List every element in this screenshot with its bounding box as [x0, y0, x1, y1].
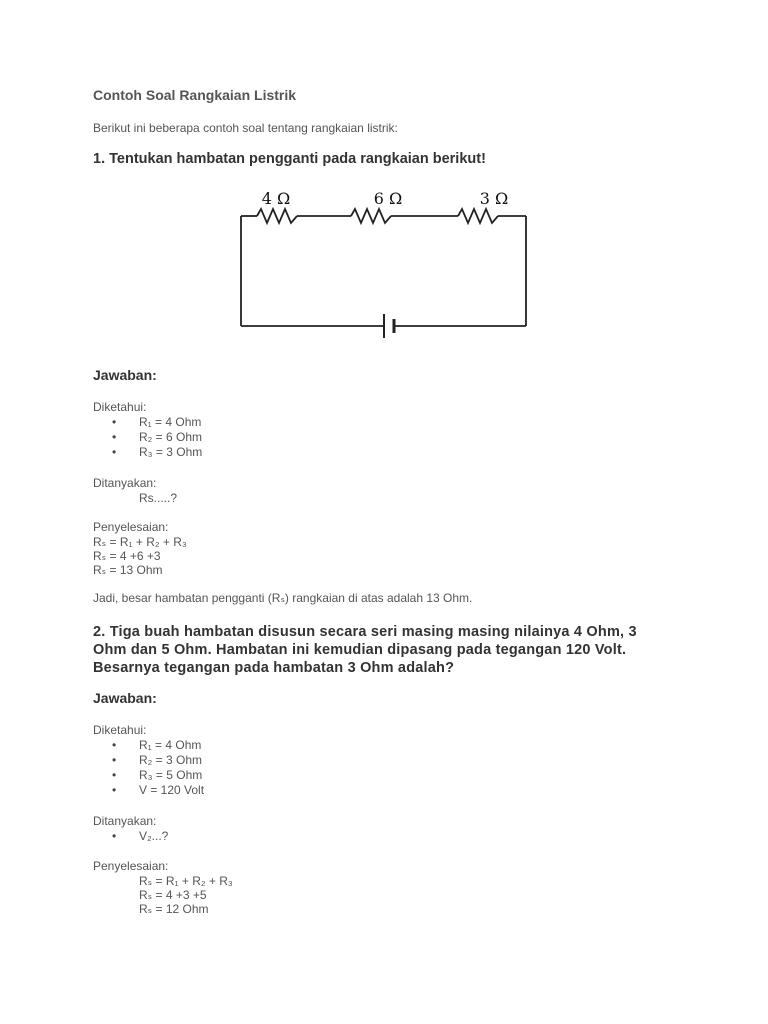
question-1: 1. Tentukan hambatan pengganti pada rangkaian berikut!	[93, 151, 486, 167]
intro-text: Berikut ini beberapa contoh soal tentang rangkaian listrik:	[93, 121, 398, 135]
solution-line: Rₛ = 12 Ohm	[139, 902, 209, 916]
conclusion-1: Jadi, besar hambatan pengganti (Rₛ) rangkaian di atas adalah 13 Ohm.	[93, 591, 473, 605]
known-list-2	[112, 738, 204, 798]
asked-label-2: Ditanyakan:	[93, 814, 157, 828]
known-label-2: Diketahui:	[93, 723, 147, 737]
known-list-1	[112, 415, 202, 460]
solution-label-2: Penyelesaian:	[93, 859, 169, 873]
question-2-line: Besarnya tegangan pada hambatan 3 Ohm adalah?	[93, 660, 455, 676]
resistor-2-label: 6 Ω	[373, 189, 403, 208]
solution-line: Rₛ = 4 +6 +3	[93, 549, 161, 563]
solution-line: Rₛ = 4 +3 +5	[139, 888, 207, 902]
answer-heading-1: Jawaban:	[93, 367, 157, 383]
list-item: • R₂ = 3 Ohm	[112, 753, 204, 768]
resistor-3	[458, 209, 498, 223]
question-2-line: Ohm dan 5 Ohm. Hambatan ini kemudian dipasang pada tegangan 120 Volt.	[93, 642, 627, 658]
resistor-1	[257, 209, 297, 223]
known-label-1: Diketahui:	[93, 400, 147, 414]
solution-line: Rₛ = 13 Ohm	[93, 563, 163, 577]
solution-label-1: Penyelesaian:	[93, 520, 169, 534]
list-item: • R₃ = 5 Ohm	[112, 768, 204, 783]
list-item: • R₂ = 6 Ohm	[112, 430, 202, 445]
resistor-1-label: 4 Ω	[261, 189, 291, 208]
resistor-2	[351, 209, 391, 223]
question-2-line: 2. Tiga buah hambatan disusun secara seri masing masing nilainya 4 Ohm, 3	[93, 624, 637, 640]
question-2	[93, 623, 674, 677]
list-item: • V = 120 Volt	[112, 783, 204, 798]
solution-line: Rₛ = R₁ + R₂ + R₃	[93, 535, 187, 549]
resistor-3-label: 3 Ω	[479, 189, 509, 208]
asked-label-1: Ditanyakan:	[93, 476, 157, 490]
asked-value-1: Rs.....?	[139, 491, 178, 505]
list-item: • R₁ = 4 Ohm	[112, 738, 204, 753]
page-title: Contoh Soal Rangkaian Listrik	[93, 87, 297, 103]
list-item: • R₁ = 4 Ohm	[112, 415, 202, 430]
list-item: • R₃ = 3 Ohm	[112, 445, 202, 460]
list-item: • V₂...?	[112, 829, 168, 844]
asked-list-2	[112, 829, 168, 844]
circuit-diagram	[230, 180, 540, 345]
solution-line: Rₛ = R₁ + R₂ + R₃	[139, 874, 233, 888]
answer-heading-2: Jawaban:	[93, 690, 157, 706]
